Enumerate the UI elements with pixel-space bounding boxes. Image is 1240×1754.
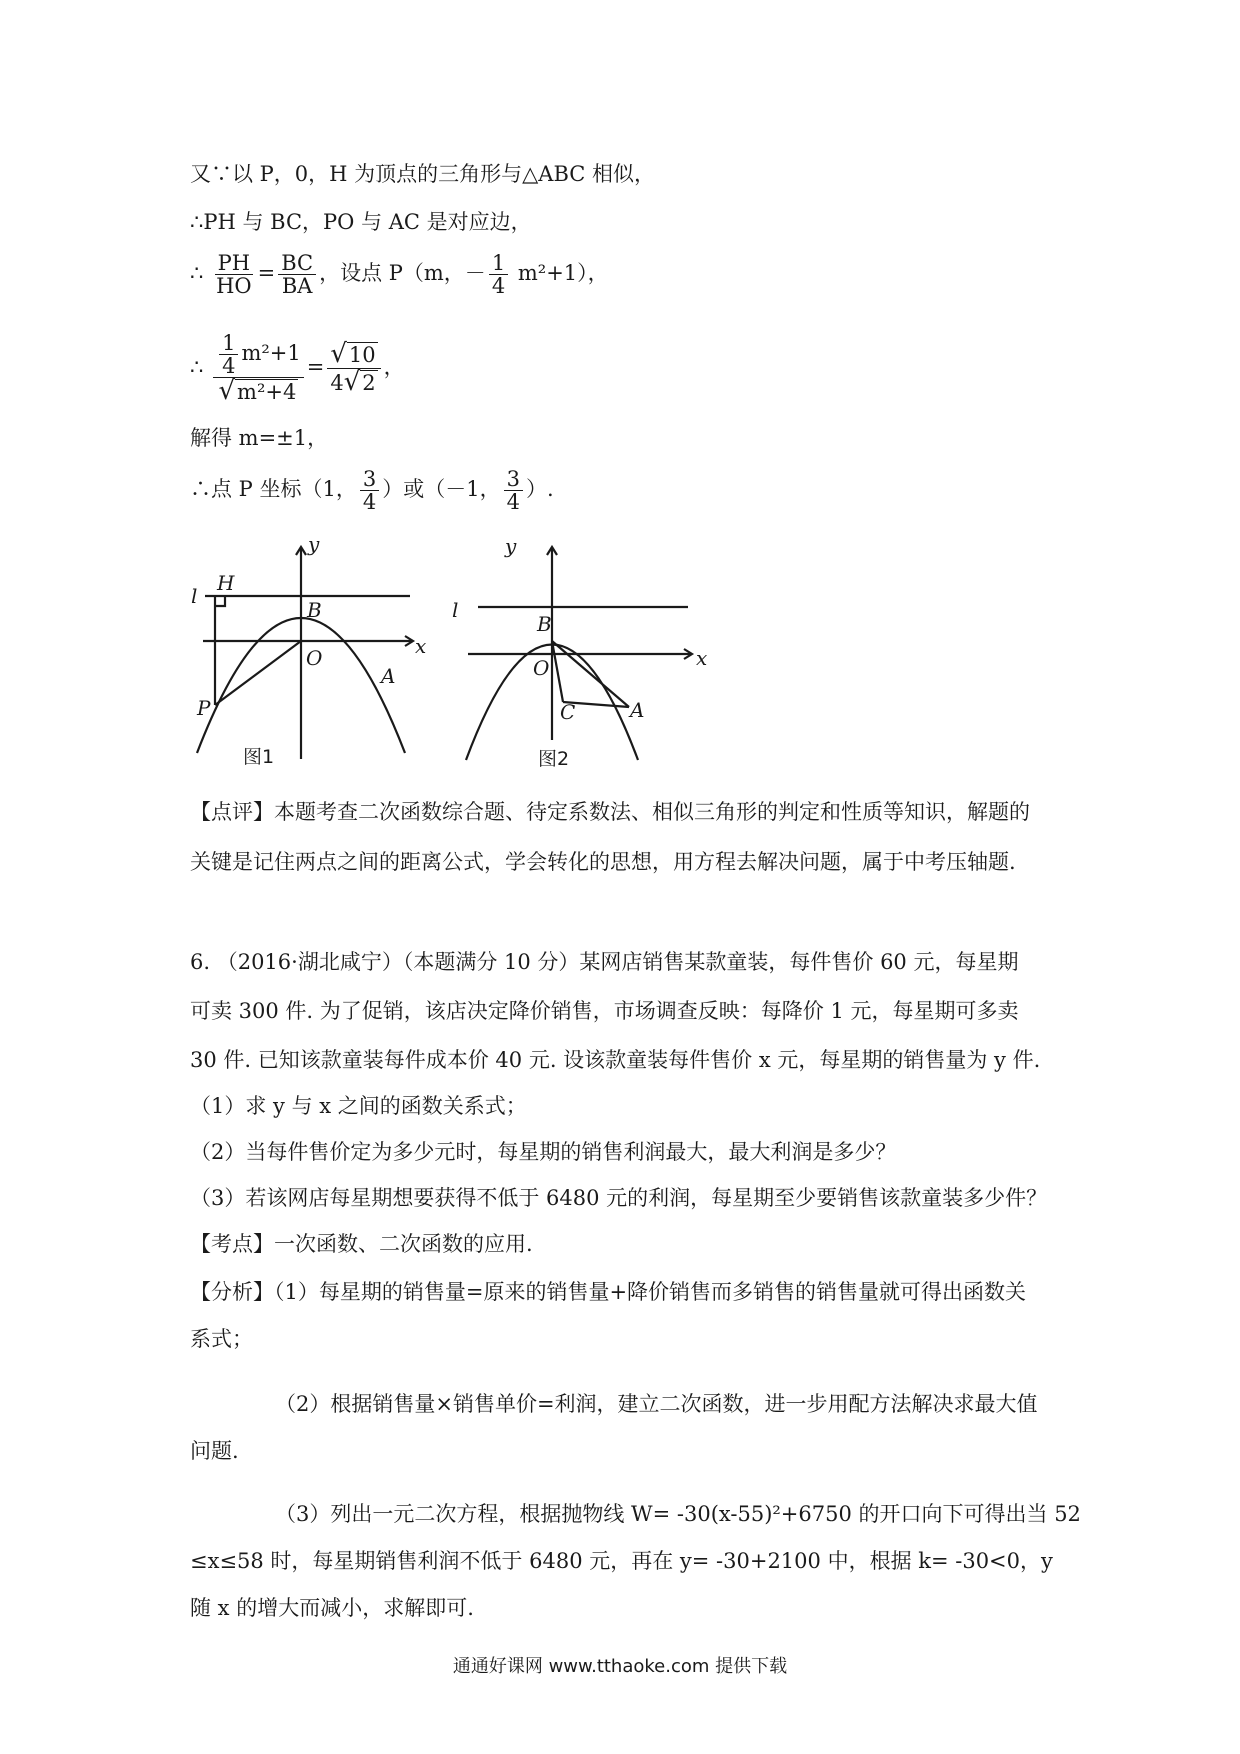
fraction-numerator: 1 — [489, 252, 508, 275]
label-y: y — [505, 534, 517, 558]
solution-line-3 — [190, 252, 609, 297]
fraction-numerator: 3 — [360, 468, 379, 491]
problem-line-2: 可卖 300 件. 为了促销，该店决定降价销售，市场调查反映：每降价 1 元，每星期可多卖 — [190, 999, 1019, 1023]
label-x: x — [696, 646, 708, 670]
solution-text: m²+1）， — [511, 261, 609, 286]
analysis-line-5: （3）列出一元二次方程，根据抛物线 W= -30(x-55)²+6750 的开口向下可得出当 52 — [275, 1502, 1081, 1526]
figure-1-caption: 图1 — [243, 746, 275, 768]
fraction-denominator: 4 — [506, 490, 520, 515]
analysis-line-2: 系式； — [190, 1327, 253, 1351]
fraction-ph-ho — [213, 252, 255, 297]
label-l: l — [452, 598, 459, 622]
right-angle-mark — [215, 596, 225, 606]
review-line-1: 【点评】本题考查二次函数综合题、待定系数法、相似三角形的判定和性质等知识，解题的 — [190, 800, 1030, 824]
equals-sign: = — [257, 261, 276, 286]
question-3: （3）若该网店每星期想要获得不低于 6480 元的利润，每星期至少要销售该款童装多少件？ — [190, 1186, 1048, 1210]
solution-text: ，设点 P（m，－ — [319, 261, 486, 286]
problem-line-1: 6. （2016·湖北咸宁）（本题满分 10 分）某网店销售某款童装，每件售价 60 元，每星期 — [190, 950, 1019, 974]
fraction-three-quarters — [360, 468, 379, 513]
fraction-numerator — [213, 332, 304, 378]
solution-text: ）. — [525, 477, 554, 502]
label-l: l — [191, 584, 198, 608]
fraction-one-quarter — [489, 252, 508, 297]
label-a: A — [381, 664, 396, 688]
radicand: 10 — [348, 342, 376, 367]
therefore-symbol: ∴ — [190, 261, 204, 286]
fraction-denominator — [215, 378, 301, 405]
analysis-line-3: （2）根据销售量×销售单价=利润，建立二次函数，进一步用配方法解决求最大值 — [275, 1392, 1038, 1416]
solution-line-1: 又∵以 P，0，H 为顶点的三角形与△ABC 相似， — [190, 162, 656, 186]
therefore-symbol: ∴ — [190, 355, 204, 380]
question-1: （1）求 y 与 x 之间的函数关系式； — [190, 1094, 527, 1118]
fraction-sqrt10-over-4sqrt2 — [327, 338, 380, 398]
fraction-denominator: BA — [281, 274, 313, 299]
solution-line-4 — [190, 332, 405, 405]
question-2: （2）当每件售价定为多少元时，每星期的销售利润最大，最大利润是多少？ — [190, 1140, 897, 1164]
fraction-denominator: 4 — [222, 354, 236, 379]
fraction-denominator — [327, 369, 380, 396]
fraction-numerator: 1 — [219, 332, 238, 355]
label-x: x — [415, 634, 427, 658]
label-o: O — [533, 656, 550, 680]
fraction-denominator: 4 — [491, 274, 506, 299]
analysis-line-1: 【分析】（1）每星期的销售量=原来的销售量+降价销售而多销售的销售量就可得出函数关 — [190, 1280, 1027, 1304]
segment-po — [215, 641, 301, 705]
fraction-numerator — [327, 338, 380, 369]
fraction-numerator: BC — [278, 252, 316, 275]
solution-line-6 — [190, 468, 554, 513]
figure-1 — [185, 532, 435, 775]
sqrt-symbol: √ — [330, 338, 347, 369]
analysis-line-6: ≤x≤58 时，每星期销售利润不低于 6480 元，再在 y= -30+2100 中，根据 k= -30<0，y — [190, 1549, 1053, 1573]
sqrt-symbol: √ — [343, 367, 361, 398]
label-a: A — [630, 698, 645, 722]
label-c: C — [560, 700, 576, 724]
fraction-bc-ba — [278, 252, 316, 297]
solution-text: ， — [383, 355, 405, 380]
label-o: O — [306, 646, 323, 670]
label-b: B — [307, 598, 322, 622]
radicand: 2 — [362, 371, 376, 396]
label-y: y — [308, 532, 320, 556]
fraction-numerator: PH — [215, 252, 253, 275]
solution-text: ）或（－1， — [382, 477, 501, 502]
equals-sign: = — [306, 355, 325, 380]
label-p: P — [197, 696, 211, 720]
page-footer: 通通好课网 www.tthaoke.com 提供下载 — [452, 1656, 788, 1677]
solution-text: ∴点 P 坐标（1， — [190, 477, 357, 502]
compound-fraction — [213, 332, 304, 405]
solution-line-2: ∴PH 与 BC，PO 与 AC 是对应边， — [190, 210, 532, 234]
fraction-one-quarter — [219, 332, 238, 377]
solution-line-5: 解得 m=±1， — [190, 426, 329, 450]
problem-line-3: 30 件. 已知该款童装每件成本价 40 元. 设该款童装每件售价 x 元，每星期的销售量为 y 件. — [190, 1048, 1041, 1072]
fraction-denominator: HO — [216, 274, 252, 299]
figure-2 — [452, 534, 710, 775]
label-b: B — [537, 612, 552, 636]
analysis-line-4: 问题. — [190, 1439, 239, 1463]
segment-ba — [552, 641, 629, 707]
analysis-line-7: 随 x 的增大而减小，求解即可. — [190, 1596, 474, 1620]
kaodian-line: 【考点】一次函数、二次函数的应用. — [190, 1232, 533, 1256]
coefficient: 4 — [330, 371, 344, 396]
figure-2-caption: 图2 — [538, 748, 570, 770]
fraction-three-quarters — [504, 468, 523, 513]
radicand: m²+4 — [237, 380, 297, 405]
fraction-numerator: 3 — [504, 468, 523, 491]
sqrt-symbol: √ — [218, 376, 236, 407]
label-h: H — [217, 571, 235, 595]
numerator-text: m²+1 — [241, 341, 301, 366]
fraction-denominator: 4 — [362, 490, 377, 515]
review-line-2: 关键是记住两点之间的距离公式，学会转化的思想，用方程去解决问题，属于中考压轴题. — [190, 850, 1016, 874]
